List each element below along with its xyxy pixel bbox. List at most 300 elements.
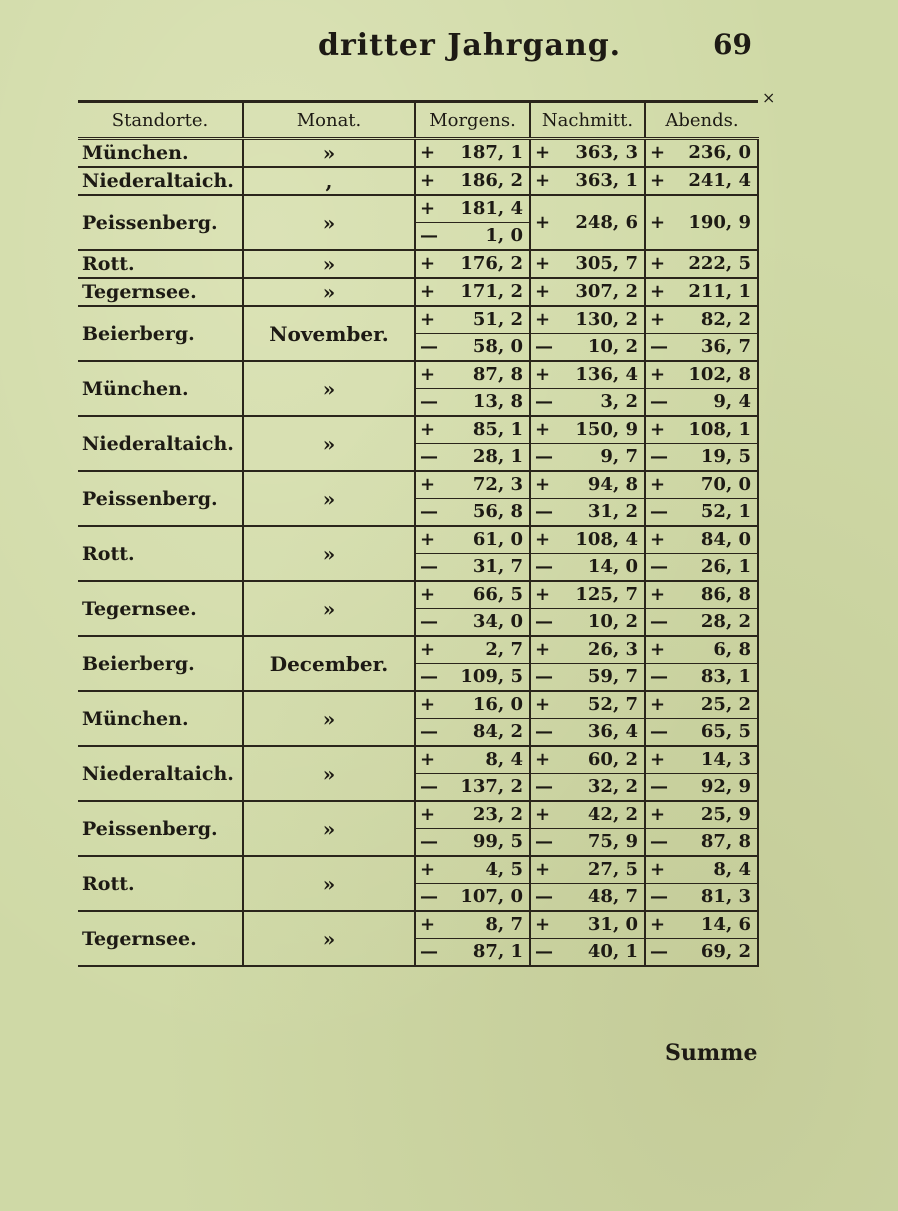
reading-value: 48, 7 [587,886,638,907]
reading-sign: + [650,364,666,385]
abends-cell [645,195,758,250]
month-cell: » [243,526,415,581]
reading-value: 363, 3 [575,142,638,163]
reading-sign: + [535,584,551,605]
reading-line [646,938,757,965]
reading-sign: + [650,584,666,605]
reading-line [416,362,529,388]
station-name: Peissenberg. [78,195,243,250]
table-row [78,139,758,168]
reading-sign: + [420,253,436,274]
reading-sign: — [650,336,668,357]
catchword: Summe [665,1040,758,1066]
reading-sign: — [535,501,553,522]
reading-line [646,582,757,608]
reading-value: 52, 7 [587,694,638,715]
reading-line [646,362,757,388]
reading-sign: + [650,142,666,163]
station-name: Rott. [78,526,243,581]
month-cell: » [243,581,415,636]
morgens-cell [415,195,530,250]
reading-sign: — [420,225,438,246]
month-cell: » [243,139,415,168]
abends-cell [645,691,758,746]
reading-value: 87, 1 [472,941,523,962]
month-cell: » [243,416,415,471]
reading-value: 8, 4 [713,859,751,880]
reading-line [646,417,757,443]
reading-line [646,140,757,166]
reading-line [416,912,529,938]
reading-sign: — [650,666,668,687]
reading-sign: — [420,446,438,467]
observation-table [78,100,759,967]
reading-value: 32, 2 [587,776,638,797]
reading-sign: + [420,170,436,191]
morgens-cell [415,581,530,636]
reading-sign: — [535,721,553,742]
abends-cell [645,856,758,911]
reading-value: 26, 1 [700,556,751,577]
abends-cell [645,581,758,636]
reading-value: 51, 2 [472,309,523,330]
nachmitt-cell [530,801,645,856]
table-row [78,167,758,195]
reading-sign: + [535,804,551,825]
reading-line [531,718,644,745]
reading-value: 108, 1 [688,419,751,440]
table-row [78,581,758,636]
reading-sign: + [420,474,436,495]
reading-value: 307, 2 [575,281,638,302]
reading-value: 75, 9 [587,831,638,852]
reading-sign: + [535,281,551,302]
nachmitt-cell [530,691,645,746]
reading-line [531,168,644,194]
reading-value: 190, 9 [688,211,751,233]
reading-value: 176, 2 [460,253,523,274]
month-cell: » [243,361,415,416]
nachmitt-cell [530,278,645,306]
morgens-cell [415,278,530,306]
morgens-cell [415,361,530,416]
reading-value: 31, 0 [587,914,638,935]
reading-value: 52, 1 [700,501,751,522]
reading-sign: + [650,859,666,880]
reading-line [416,498,529,525]
reading-line [646,472,757,498]
morgens-cell [415,139,530,168]
reading-sign: + [420,859,436,880]
reading-line [416,582,529,608]
reading-line [646,608,757,635]
reading-sign: + [650,914,666,935]
reading-sign: + [650,211,666,233]
month-cell: » [243,471,415,526]
reading-line [531,417,644,443]
reading-value: 40, 1 [587,941,638,962]
reading-line [531,527,644,553]
reading-line [416,828,529,855]
reading-line [416,222,529,249]
reading-line [646,747,757,773]
reading-value: 26, 3 [587,639,638,660]
abends-cell [645,250,758,278]
column-header-standorte: Standorte. [78,102,243,139]
reading-value: 31, 7 [472,556,523,577]
reading-line [646,388,757,415]
reading-value: 3, 2 [600,391,638,412]
reading-sign: + [420,749,436,770]
reading-sign: + [650,639,666,660]
abends-cell [645,911,758,966]
reading-value: 60, 2 [587,749,638,770]
reading-value: 42, 2 [587,804,638,825]
reading-sign: — [535,611,553,632]
reading-line [531,279,644,305]
reading-value: 6, 8 [713,639,751,660]
reading-value: 14, 0 [587,556,638,577]
reading-sign: + [535,419,551,440]
reading-sign: + [420,584,436,605]
reading-sign: + [650,474,666,495]
reading-value: 59, 7 [587,666,638,687]
reading-value: 107, 0 [460,886,523,907]
reading-value: 8, 4 [485,749,523,770]
reading-line [416,747,529,773]
reading-sign: — [535,776,553,797]
reading-line [416,663,529,690]
reading-line [531,443,644,470]
abends-cell [645,801,758,856]
reading-sign: + [420,694,436,715]
reading-sign: — [535,886,553,907]
reading-sign: — [535,831,553,852]
nachmitt-cell [530,306,645,361]
reading-sign: + [650,694,666,715]
reading-line [531,582,644,608]
table-header-row [78,102,758,139]
reading-line [646,883,757,910]
station-name: München. [78,691,243,746]
abends-cell [645,139,758,168]
table-row [78,636,758,691]
reading-line [416,692,529,718]
reading-line [531,388,644,415]
morgens-cell [415,167,530,195]
reading-line [531,333,644,360]
station-name: Peissenberg. [78,471,243,526]
column-header-monat: Monat. [243,102,415,139]
reading-line [416,608,529,635]
month-cell: » [243,250,415,278]
reading-sign: + [650,804,666,825]
table-row [78,856,758,911]
reading-line [646,637,757,663]
reading-line [646,828,757,855]
reading-sign: — [650,391,668,412]
reading-line [416,279,529,305]
reading-sign: + [650,419,666,440]
reading-line [646,527,757,553]
morgens-cell [415,636,530,691]
reading-sign: + [420,804,436,825]
reading-value: 92, 9 [700,776,751,797]
reading-value: 85, 1 [472,419,523,440]
reading-sign: + [420,529,436,550]
reading-value: 31, 2 [587,501,638,522]
reading-sign: — [420,776,438,797]
reading-sign: — [420,721,438,742]
reading-value: 99, 5 [472,831,523,852]
reading-line [646,443,757,470]
reading-value: 8, 7 [485,914,523,935]
month-cell: » [243,911,415,966]
reading-sign: + [420,914,436,935]
station-name: Tegernsee. [78,278,243,306]
reading-sign: — [650,776,668,797]
reading-value: 1, 0 [485,225,523,246]
reading-line [646,251,757,277]
reading-sign: + [535,253,551,274]
station-name: Niederaltaich. [78,416,243,471]
reading-value: 305, 7 [575,253,638,274]
table-row [78,250,758,278]
reading-value: 10, 2 [587,611,638,632]
reading-value: 236, 0 [688,142,751,163]
reading-sign: — [535,336,553,357]
reading-value: 150, 9 [575,419,638,440]
reading-sign: — [650,501,668,522]
reading-value: 28, 2 [700,611,751,632]
reading-value: 171, 2 [460,281,523,302]
table-row [78,746,758,801]
reading-value: 109, 5 [460,666,523,687]
reading-value: 102, 8 [688,364,751,385]
reading-sign: + [535,694,551,715]
reading-line [646,279,757,305]
reading-line [416,196,529,222]
reading-sign: + [535,639,551,660]
reading-line [416,140,529,166]
reading-line [531,773,644,800]
month-cell: » [243,746,415,801]
table-row [78,195,758,250]
reading-sign: + [420,142,436,163]
reading-line [646,857,757,883]
reading-value: 72, 3 [472,474,523,495]
reading-value: 36, 4 [587,721,638,742]
reading-line [646,307,757,333]
page-number: 69 [713,28,752,61]
table-row [78,361,758,416]
reading-sign: — [420,666,438,687]
reading-sign: — [420,941,438,962]
reading-line [416,883,529,910]
morgens-cell [415,526,530,581]
reading-sign: — [420,611,438,632]
station-name: Niederaltaich. [78,167,243,195]
reading-line [416,527,529,553]
reading-value: 13, 8 [472,391,523,412]
reading-sign: + [650,281,666,302]
reading-line [531,912,644,938]
nachmitt-cell [530,416,645,471]
reading-sign: — [650,886,668,907]
nachmitt-cell [530,911,645,966]
morgens-cell [415,801,530,856]
reading-sign: + [650,253,666,274]
nachmitt-cell [530,139,645,168]
reading-value: 181, 4 [460,198,523,219]
reading-line [416,718,529,745]
reading-value: 136, 4 [575,364,638,385]
reading-line [531,472,644,498]
morgens-cell [415,911,530,966]
abends-cell [645,278,758,306]
table-row [78,471,758,526]
data-table-container [78,100,759,967]
reading-line [416,251,529,277]
reading-sign: — [420,556,438,577]
reading-value: 56, 8 [472,501,523,522]
reading-line [416,307,529,333]
reading-value: 25, 9 [700,804,751,825]
reading-value: 84, 0 [700,529,751,550]
abends-cell [645,167,758,195]
station-name: München. [78,361,243,416]
reading-value: 70, 0 [700,474,751,495]
reading-line [416,443,529,470]
reading-value: 10, 2 [587,336,638,357]
reading-line [646,802,757,828]
reading-sign: + [535,474,551,495]
month-cell: December. [243,636,415,691]
reading-line [531,307,644,333]
reading-line [416,168,529,194]
table-row [78,278,758,306]
reading-value: 9, 7 [600,446,638,467]
reading-value: 87, 8 [700,831,751,852]
reading-line [531,498,644,525]
reading-line [531,608,644,635]
morgens-cell [415,416,530,471]
reading-line [416,472,529,498]
reading-sign: + [535,914,551,935]
reading-line [531,663,644,690]
reading-sign: — [420,886,438,907]
station-name: Rott. [78,250,243,278]
station-name: Peissenberg. [78,801,243,856]
reading-value: 248, 6 [575,211,638,233]
reading-value: 211, 1 [688,281,751,302]
abends-cell [645,416,758,471]
reading-sign: + [650,309,666,330]
reading-value: 14, 3 [700,749,751,770]
reading-line [531,362,644,388]
reading-value: 84, 2 [472,721,523,742]
reading-sign: + [535,529,551,550]
reading-value: 69, 2 [700,941,751,962]
nachmitt-cell [530,195,645,250]
reading-line [646,692,757,718]
table-row [78,911,758,966]
column-header-abends: Abends. [645,102,758,139]
reading-sign: + [535,142,551,163]
month-cell: » [243,801,415,856]
reading-line [646,718,757,745]
abends-cell [645,746,758,801]
reading-sign: — [650,831,668,852]
station-name: Niederaltaich. [78,746,243,801]
reading-sign: + [535,170,551,191]
reading-line [531,747,644,773]
morgens-cell [415,746,530,801]
reading-line [416,773,529,800]
reading-value: 86, 8 [700,584,751,605]
reading-value: 222, 5 [688,253,751,274]
reading-line [416,857,529,883]
reading-value: 108, 4 [575,529,638,550]
reading-sign: — [420,831,438,852]
reading-value: 137, 2 [460,776,523,797]
station-name: Tegernsee. [78,911,243,966]
reading-line [531,692,644,718]
reading-sign: + [420,639,436,660]
reading-sign: — [535,446,553,467]
reading-line [646,210,757,236]
reading-value: 186, 2 [460,170,523,191]
reading-value: 130, 2 [575,309,638,330]
reading-line [416,388,529,415]
reading-line [646,553,757,580]
reading-value: 23, 2 [472,804,523,825]
reading-value: 363, 1 [575,170,638,191]
reading-sign: + [420,419,436,440]
nachmitt-cell [530,856,645,911]
reading-line [531,802,644,828]
reading-value: 87, 8 [472,364,523,385]
table-row [78,416,758,471]
reading-line [531,883,644,910]
reading-sign: + [650,749,666,770]
reading-value: 9, 4 [713,391,751,412]
reading-sign: — [535,556,553,577]
reading-line [646,773,757,800]
abends-cell [645,306,758,361]
station-name: Beierberg. [78,306,243,361]
column-header-morgens: Morgens. [415,102,530,139]
morgens-cell [415,250,530,278]
abends-cell [645,636,758,691]
reading-line [531,251,644,277]
reading-value: 36, 7 [700,336,751,357]
reading-value: 187, 1 [460,142,523,163]
reading-line [646,663,757,690]
nachmitt-cell [530,167,645,195]
reading-sign: + [535,859,551,880]
reading-sign: + [420,198,436,219]
reading-value: 81, 3 [700,886,751,907]
nachmitt-cell [530,746,645,801]
reading-line [531,857,644,883]
nachmitt-cell [530,250,645,278]
reading-sign: + [535,211,551,233]
reading-line [646,168,757,194]
month-cell: » [243,691,415,746]
abends-cell [645,471,758,526]
reading-value: 4, 5 [485,859,523,880]
